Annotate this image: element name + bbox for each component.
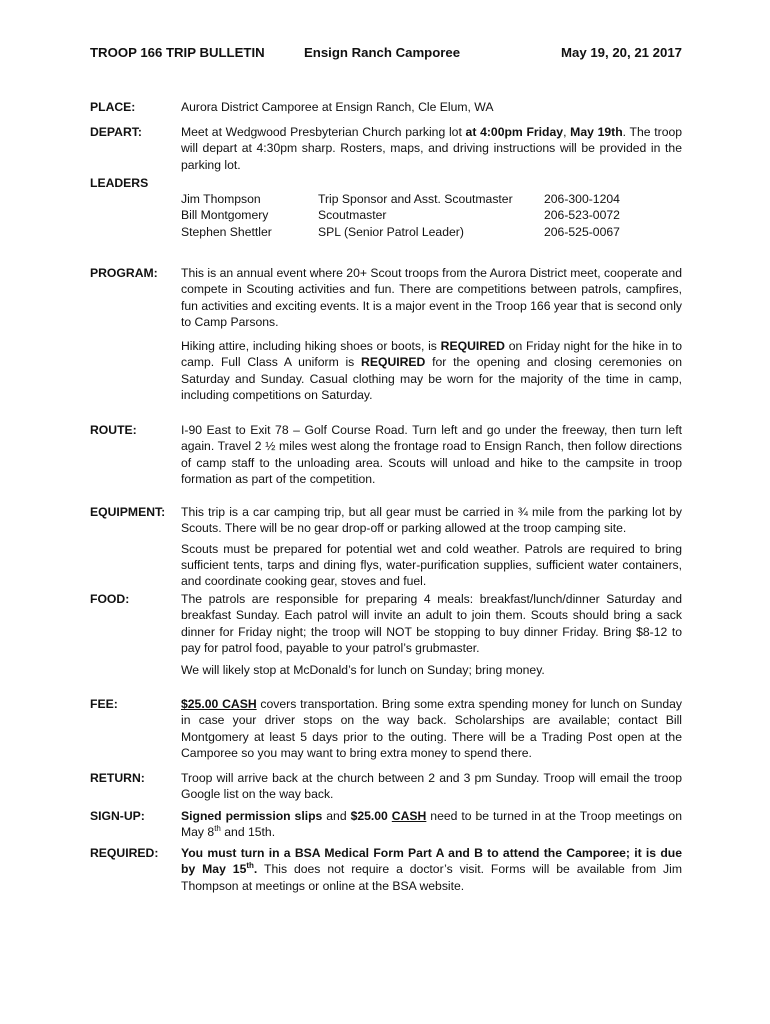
leader-name: Bill Montgomery: [181, 208, 269, 223]
leaders-section: [90, 175, 682, 241]
program-paragraph: Hiking attire, including hiking shoes or boots, is REQUIRED on Friday night for the hike in to camp. Full Class A uniform is REQUIRED for the opening and closing ceremonies on Saturday and Sunday. Casual clothing may be worn for the majority of the time in camp, including competitions on Saturday.: [181, 339, 683, 403]
equipment-paragraph: This trip is a car camping trip, but all gear must be carried in ¾ mile from the parking lot by Scouts. There will be no gear drop-off or parking allowed at the troop camping site.: [181, 505, 682, 536]
leaders-table: [181, 191, 641, 240]
leader-phone: 206-523-0072: [544, 208, 620, 223]
equipment-paragraph: Scouts must be prepared for potential wet and cold weather. Patrols are required to bring sufficient tents, tarps and dining flys, water-purification supplies, sufficient water containers, and coordinate cooking gear, stoves and fuel.: [181, 541, 682, 589]
food-paragraph: The patrols are responsible for preparing 4 meals: breakfast/lunch/dinner Saturday and breakfast Sunday. Each patrol will invite an adult to join them. Scouts should bring a sack dinner for Friday night; the troop will NOT be stopping to buy dinner Friday. Bring $8-12 to pay for patrol food, payable to your patrol’s grubmaster.: [181, 592, 682, 655]
program-label: PROGRAM:: [90, 266, 158, 280]
return-text: Troop will arrive back at the church between 2 and 3 pm Sunday. Troop will email the troop Google list on the way back.: [181, 771, 682, 802]
depart-text: Meet at Wedgwood Presbyterian Church parking lot at 4:00pm Friday, May 19th. The troop will depart at 4:30pm sharp. Rosters, maps, and driving instructions will be provided in the parking lot.: [181, 125, 683, 172]
equipment-label: EQUIPMENT:: [90, 505, 166, 519]
bulletin-header: [90, 45, 682, 65]
bulletin-title: TROOP 166 TRIP BULLETIN: [90, 45, 265, 60]
leader-row: [181, 207, 641, 223]
leader-phone: 206-525-0067: [544, 224, 620, 239]
route-label: ROUTE:: [90, 423, 137, 437]
leader-phone: 206-300-1204: [544, 192, 620, 206]
program-paragraph: This is an annual event where 20+ Scout troops from the Aurora District meet, cooperate and compete in Scouting activities and fun. There are competitions between patrols, campfires, fun activities and exciting events. It is a major event in the Troop 166 year that is second only to Camp Parsons.: [181, 266, 682, 329]
route-text: I-90 East to Exit 78 – Golf Course Road. Turn left and go under the freeway, then turn left again. Travel 2 ½ miles west along the frontage road to Ensign Ranch, then follow directions of camp staff to the unloading area. Scouts will unload and hike to the campsite in troop formation as part of the competition.: [181, 423, 682, 486]
leader-role: SPL (Senior Patrol Leader): [318, 224, 464, 239]
leader-role: Trip Sponsor and Asst. Scoutmaster: [318, 192, 513, 206]
signup-label: SIGN-UP:: [90, 809, 145, 823]
place-label: PLACE:: [90, 100, 136, 114]
event-name: Ensign Ranch Camporee: [304, 45, 461, 60]
event-dates: May 19, 20, 21 2017: [561, 45, 682, 60]
leader-role: Scoutmaster: [318, 208, 387, 223]
leaders-label: LEADERS: [90, 176, 149, 190]
leader-row: [181, 224, 641, 240]
return-label: RETURN:: [90, 771, 145, 785]
required-text: You must turn in a BSA Medical Form Part A and B to attend the Camporee; it is due by May 15th. This does not require a doctor’s visit. Forms will be available from Jim Thompson at meetings or online at the BSA website.: [181, 846, 683, 893]
leader-name: Jim Thompson: [181, 192, 261, 206]
food-paragraph: We will likely stop at McDonald’s for lunch on Sunday; bring money.: [181, 663, 545, 678]
signup-text: Signed permission slips and $25.00 CASH need to be turned in at the Troop meetings on May 8th and 15th.: [181, 809, 682, 840]
leader-row: [181, 191, 641, 207]
fee-text: $25.00 CASH covers transportation. Bring some extra spending money for lunch on Sunday in case your driver stops on the way back. Scholarships are available; contact Bill Montgomery at least 5 days prior to the outing. There will be a Trading Post open at the Camporee so you may want to bring extra money to spend there.: [181, 697, 682, 760]
required-label: REQUIRED:: [90, 846, 159, 860]
leader-name: Stephen Shettler: [181, 224, 272, 239]
fee-label: FEE:: [90, 697, 118, 711]
place-text: Aurora District Camporee at Ensign Ranch, Cle Elum, WA: [181, 100, 494, 114]
food-label: FOOD:: [90, 592, 130, 606]
depart-label: DEPART:: [90, 125, 142, 139]
